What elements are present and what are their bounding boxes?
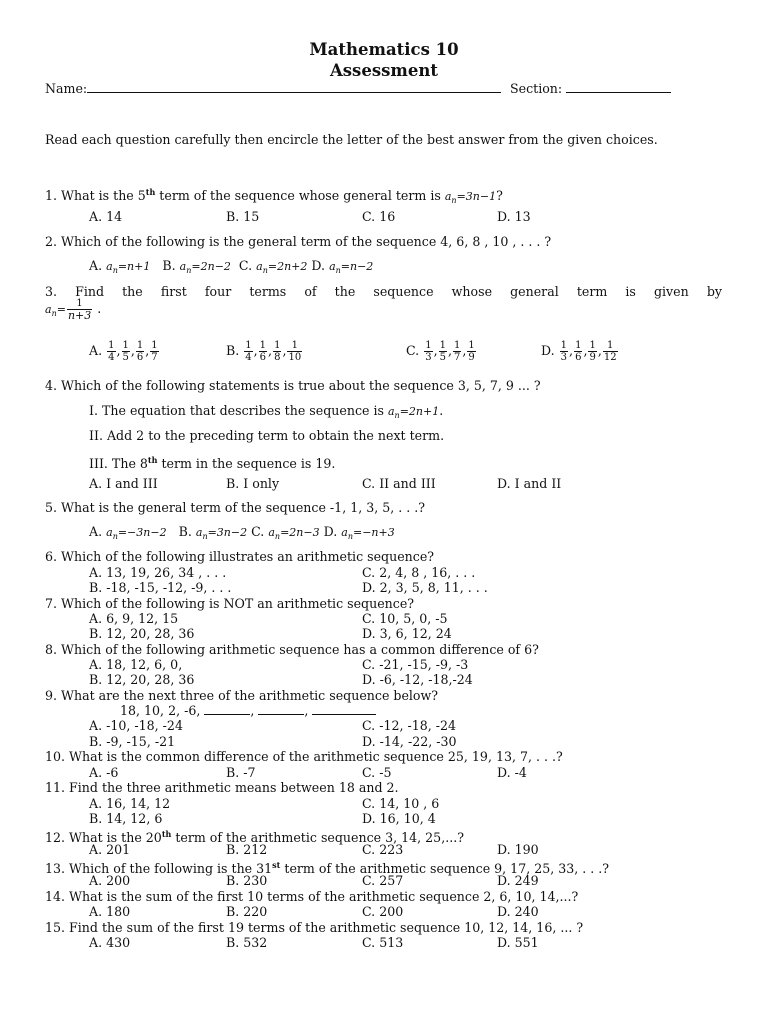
question-12: 12. What is the 20th term of the arithmetic sequence 3, 14, 25,...? bbox=[45, 829, 464, 845]
q9-choice-d[interactable]: D. -14, -22, -30 bbox=[362, 734, 457, 749]
question-2: 2. Which of the following is the general term of the sequence 4, 6, 8 , 10 , . . . ? bbox=[45, 234, 552, 249]
q5-choice-b[interactable]: B. $a_n=3n-2$ bbox=[178, 524, 248, 541]
q9-blank-1[interactable] bbox=[204, 704, 250, 715]
q3-choice-b[interactable]: B. $\frac{1}{4}$ , $\frac{1}{6}$ , $\frac{1}{8}$ , $\frac{1}{10}$ bbox=[226, 340, 302, 363]
question-14: 14. What is the sum of the first 10 terms of the arithmetic sequence 2, 6, 10, 14,...? bbox=[45, 889, 579, 904]
q8-choice-c[interactable]: C. -21, -15, -9, -3 bbox=[362, 657, 469, 672]
question-4: 4. Which of the following statements is true about the sequence 3, 5, 7, 9 ... ? bbox=[45, 378, 541, 393]
q3-formula: $a_n=$ $\frac{1}{n+3}$ . bbox=[45, 298, 102, 322]
name-label: Name: bbox=[45, 81, 88, 96]
q12-choice-b[interactable]: B. 212 bbox=[226, 842, 268, 857]
q12-choice-c[interactable]: C. 223 bbox=[362, 842, 404, 857]
q2-choice-b[interactable]: B. $a_n=2n-2$ bbox=[162, 258, 231, 275]
question-8: 8. Which of the following arithmetic sequence has a common difference of 6? bbox=[45, 642, 539, 657]
q11-choice-d[interactable]: D. 16, 10, 4 bbox=[362, 811, 436, 826]
q9-choice-b[interactable]: B. -9, -15, -21 bbox=[89, 734, 176, 749]
q10-choice-d[interactable]: D. -4 bbox=[497, 765, 527, 780]
question-3: 3. Find the first four terms of the sequence whose general term is given by bbox=[45, 284, 722, 299]
q15-choice-d[interactable]: D. 551 bbox=[497, 935, 539, 950]
q4-statement-1: I. The equation that describes the sequence is $a_n=2n+1$. bbox=[89, 403, 444, 420]
q10-choice-b[interactable]: B. -7 bbox=[226, 765, 256, 780]
q14-choice-d[interactable]: D. 240 bbox=[497, 904, 539, 919]
q8-choice-b[interactable]: B. 12, 20, 28, 36 bbox=[89, 672, 195, 687]
q6-choice-a[interactable]: A. 13, 19, 26, 34 , . . . bbox=[89, 565, 227, 580]
q8-choice-a[interactable]: A. 18, 12, 6, 0, bbox=[89, 657, 183, 672]
q4-choice-c[interactable]: C. II and III bbox=[362, 476, 436, 491]
q1-choice-a[interactable]: A. 14 bbox=[89, 209, 123, 224]
q13-choice-c[interactable]: C. 257 bbox=[362, 873, 404, 888]
q9-sequence: 18, 10, 2, -6, , , bbox=[120, 703, 376, 718]
q2-choice-a[interactable]: A. $a_n=n+1$ bbox=[89, 258, 151, 275]
q5-choices bbox=[89, 524, 395, 544]
q3-choice-a[interactable]: A. $\frac{1}{4}$ , $\frac{1}{5}$ , $\frac{1}{6}$ , $\frac{1}{7}$ bbox=[89, 340, 158, 363]
q11-choice-a[interactable]: A. 16, 14, 12 bbox=[89, 796, 171, 811]
q9-blank-3[interactable] bbox=[312, 704, 376, 715]
question-6: 6. Which of the following illustrates an arithmetic sequence? bbox=[45, 549, 435, 564]
question-13: 13. Which of the following is the 31st term of the arithmetic sequence 9, 17, 25, 33, . . .? bbox=[45, 860, 610, 876]
q2-choices bbox=[89, 258, 373, 278]
q6-choice-d[interactable]: D. 2, 3, 5, 8, 11, . . . bbox=[362, 580, 488, 595]
q15-choice-a[interactable]: A. 430 bbox=[89, 935, 131, 950]
q9-choice-a[interactable]: A. -10, -18, -24 bbox=[89, 718, 183, 733]
q7-choice-d[interactable]: D. 3, 6, 12, 24 bbox=[362, 626, 452, 641]
q1-choice-d[interactable]: D. 13 bbox=[497, 209, 531, 224]
q7-choice-c[interactable]: C. 10, 5, 0, -5 bbox=[362, 611, 448, 626]
q7-choice-a[interactable]: A. 6, 9, 12, 15 bbox=[89, 611, 179, 626]
document-title: Mathematics 10 bbox=[309, 40, 459, 59]
question-9: 9. What are the next three of the arithmetic sequence below? bbox=[45, 688, 439, 703]
q12-choice-d[interactable]: D. 190 bbox=[497, 842, 539, 857]
q4-choice-b[interactable]: B. I only bbox=[226, 476, 280, 491]
q5-choice-d[interactable]: D. $a_n=-n+3$ bbox=[323, 524, 395, 541]
q6-choice-c[interactable]: C. 2, 4, 8 , 16, . . . bbox=[362, 565, 476, 580]
instructions: Read each question carefully then encircle the letter of the best answer from the given choices. bbox=[45, 132, 658, 147]
q3-choice-c[interactable]: C. $\frac{1}{3}$ , $\frac{1}{5}$ , $\frac{1}{7}$ , $\frac{1}{9}$ bbox=[406, 340, 475, 363]
q6-choice-b[interactable]: B. -18, -15, -12, -9, . . . bbox=[89, 580, 232, 595]
q1-choice-c[interactable]: C. 16 bbox=[362, 209, 396, 224]
question-1: 1. What is the 5th term of the sequence whose general term is $a_n=3n-1$? bbox=[45, 187, 503, 205]
q4-choice-d[interactable]: D. I and II bbox=[497, 476, 562, 491]
q2-choice-c[interactable]: C. $a_n=2n+2$ bbox=[238, 258, 308, 275]
q9-blank-2[interactable] bbox=[258, 704, 304, 715]
question-5: 5. What is the general term of the sequence -1, 1, 3, 5, . . .? bbox=[45, 500, 426, 515]
name-field[interactable] bbox=[45, 81, 501, 96]
q8-choice-d[interactable]: D. -6, -12, -18,-24 bbox=[362, 672, 473, 687]
q13-choice-d[interactable]: D. 249 bbox=[497, 873, 539, 888]
q10-choice-c[interactable]: C. -5 bbox=[362, 765, 392, 780]
q4-statement-3: III. The 8th term in the sequence is 19. bbox=[89, 455, 336, 471]
q9-choice-c[interactable]: C. -12, -18, -24 bbox=[362, 718, 457, 733]
question-7: 7. Which of the following is NOT an arithmetic sequence? bbox=[45, 596, 415, 611]
q11-choice-b[interactable]: B. 14, 12, 6 bbox=[89, 811, 163, 826]
section-field[interactable] bbox=[510, 81, 671, 96]
q1-choice-b[interactable]: B. 15 bbox=[226, 209, 260, 224]
q4-choice-a[interactable]: A. I and III bbox=[89, 476, 158, 491]
q5-choice-c[interactable]: C. $a_n=2n-3$ bbox=[251, 524, 320, 541]
section-blank[interactable] bbox=[566, 81, 671, 93]
question-11: 11. Find the three arithmetic means between 18 and 2. bbox=[45, 780, 399, 795]
q15-choice-b[interactable]: B. 532 bbox=[226, 935, 268, 950]
q4-statement-2: II. Add 2 to the preceding term to obtain the next term. bbox=[89, 428, 445, 443]
q7-choice-b[interactable]: B. 12, 20, 28, 36 bbox=[89, 626, 195, 641]
q14-choice-b[interactable]: B. 220 bbox=[226, 904, 268, 919]
q13-choice-a[interactable]: A. 200 bbox=[89, 873, 131, 888]
q13-choice-b[interactable]: B. 230 bbox=[226, 873, 268, 888]
q15-choice-c[interactable]: C. 513 bbox=[362, 935, 404, 950]
document-subtitle: Assessment bbox=[329, 61, 439, 80]
q14-choice-a[interactable]: A. 180 bbox=[89, 904, 131, 919]
section-label: Section: bbox=[510, 81, 563, 96]
name-blank[interactable] bbox=[87, 81, 501, 93]
q11-choice-c[interactable]: C. 14, 10 , 6 bbox=[362, 796, 440, 811]
q5-choice-a[interactable]: A. $a_n=-3n-2$ bbox=[89, 524, 167, 541]
question-15: 15. Find the sum of the first 19 terms of the arithmetic sequence 10, 12, 14, 16, ... ? bbox=[45, 920, 584, 935]
q10-choice-a[interactable]: A. -6 bbox=[89, 765, 119, 780]
q12-choice-a[interactable]: A. 201 bbox=[89, 842, 131, 857]
q3-choice-d[interactable]: D. $\frac{1}{3}$ , $\frac{1}{6}$ , $\frac{1}{9}$ , $\frac{1}{12}$ bbox=[541, 340, 617, 363]
q14-choice-c[interactable]: C. 200 bbox=[362, 904, 404, 919]
question-10: 10. What is the common difference of the arithmetic sequence 25, 19, 13, 7, . . .? bbox=[45, 749, 563, 764]
q2-choice-d[interactable]: D. $a_n=n-2$ bbox=[311, 258, 374, 275]
